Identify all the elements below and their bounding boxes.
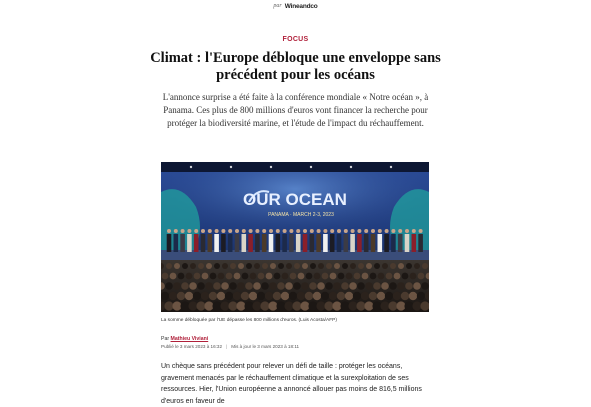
updated-date: Mis à jour le 3 mars 2023 à 18:11 — [231, 344, 300, 349]
header-par: par — [273, 3, 282, 9]
banner-subtitle: PANAMA · MARCH 2-3, 2023 — [268, 212, 334, 218]
site-header — [0, 0, 591, 12]
article-body: Un chèque sans précédent pour relever un défi de taille : protéger les océans, gravement menacés par le réchauffement climatique et la surexploitation de ses ressources. Hier, l'Union européenne a annoncé allouer pas moins de 816,5 millions d'euros en faveur de — [161, 363, 422, 405]
photo-caption: La somme débloquée par l'UE dépasse les 800 millions d'euros. (Luis Acosta/AFP) — [161, 318, 337, 323]
article-rubric[interactable]: FOCUS — [282, 36, 309, 43]
article-lede: L'annonce surprise a été faite à la conférence mondiale « Notre océan », à Panama. Ces plus de 800 millions d'euros vont financer la recherche pour protéger la biodiversité marine, et l'étude de l'impact du réchauffement. — [162, 92, 429, 128]
article-dates — [161, 344, 461, 349]
article-title: Climat : l'Europe débloque une enveloppe sans précédent pour les océans — [150, 50, 441, 83]
banner-title: OUR OCEAN — [243, 190, 347, 209]
author-link[interactable]: Mathieu Viviani — [170, 336, 209, 342]
byline-prefix: Par — [161, 336, 170, 342]
date-separator: | — [226, 344, 228, 349]
byline — [161, 336, 429, 342]
brand-logo[interactable]: Wineandco — [284, 2, 318, 10]
published-date: Publié le 3 mars 2023 à 16:32 — [161, 344, 223, 349]
article-photo — [161, 162, 429, 312]
